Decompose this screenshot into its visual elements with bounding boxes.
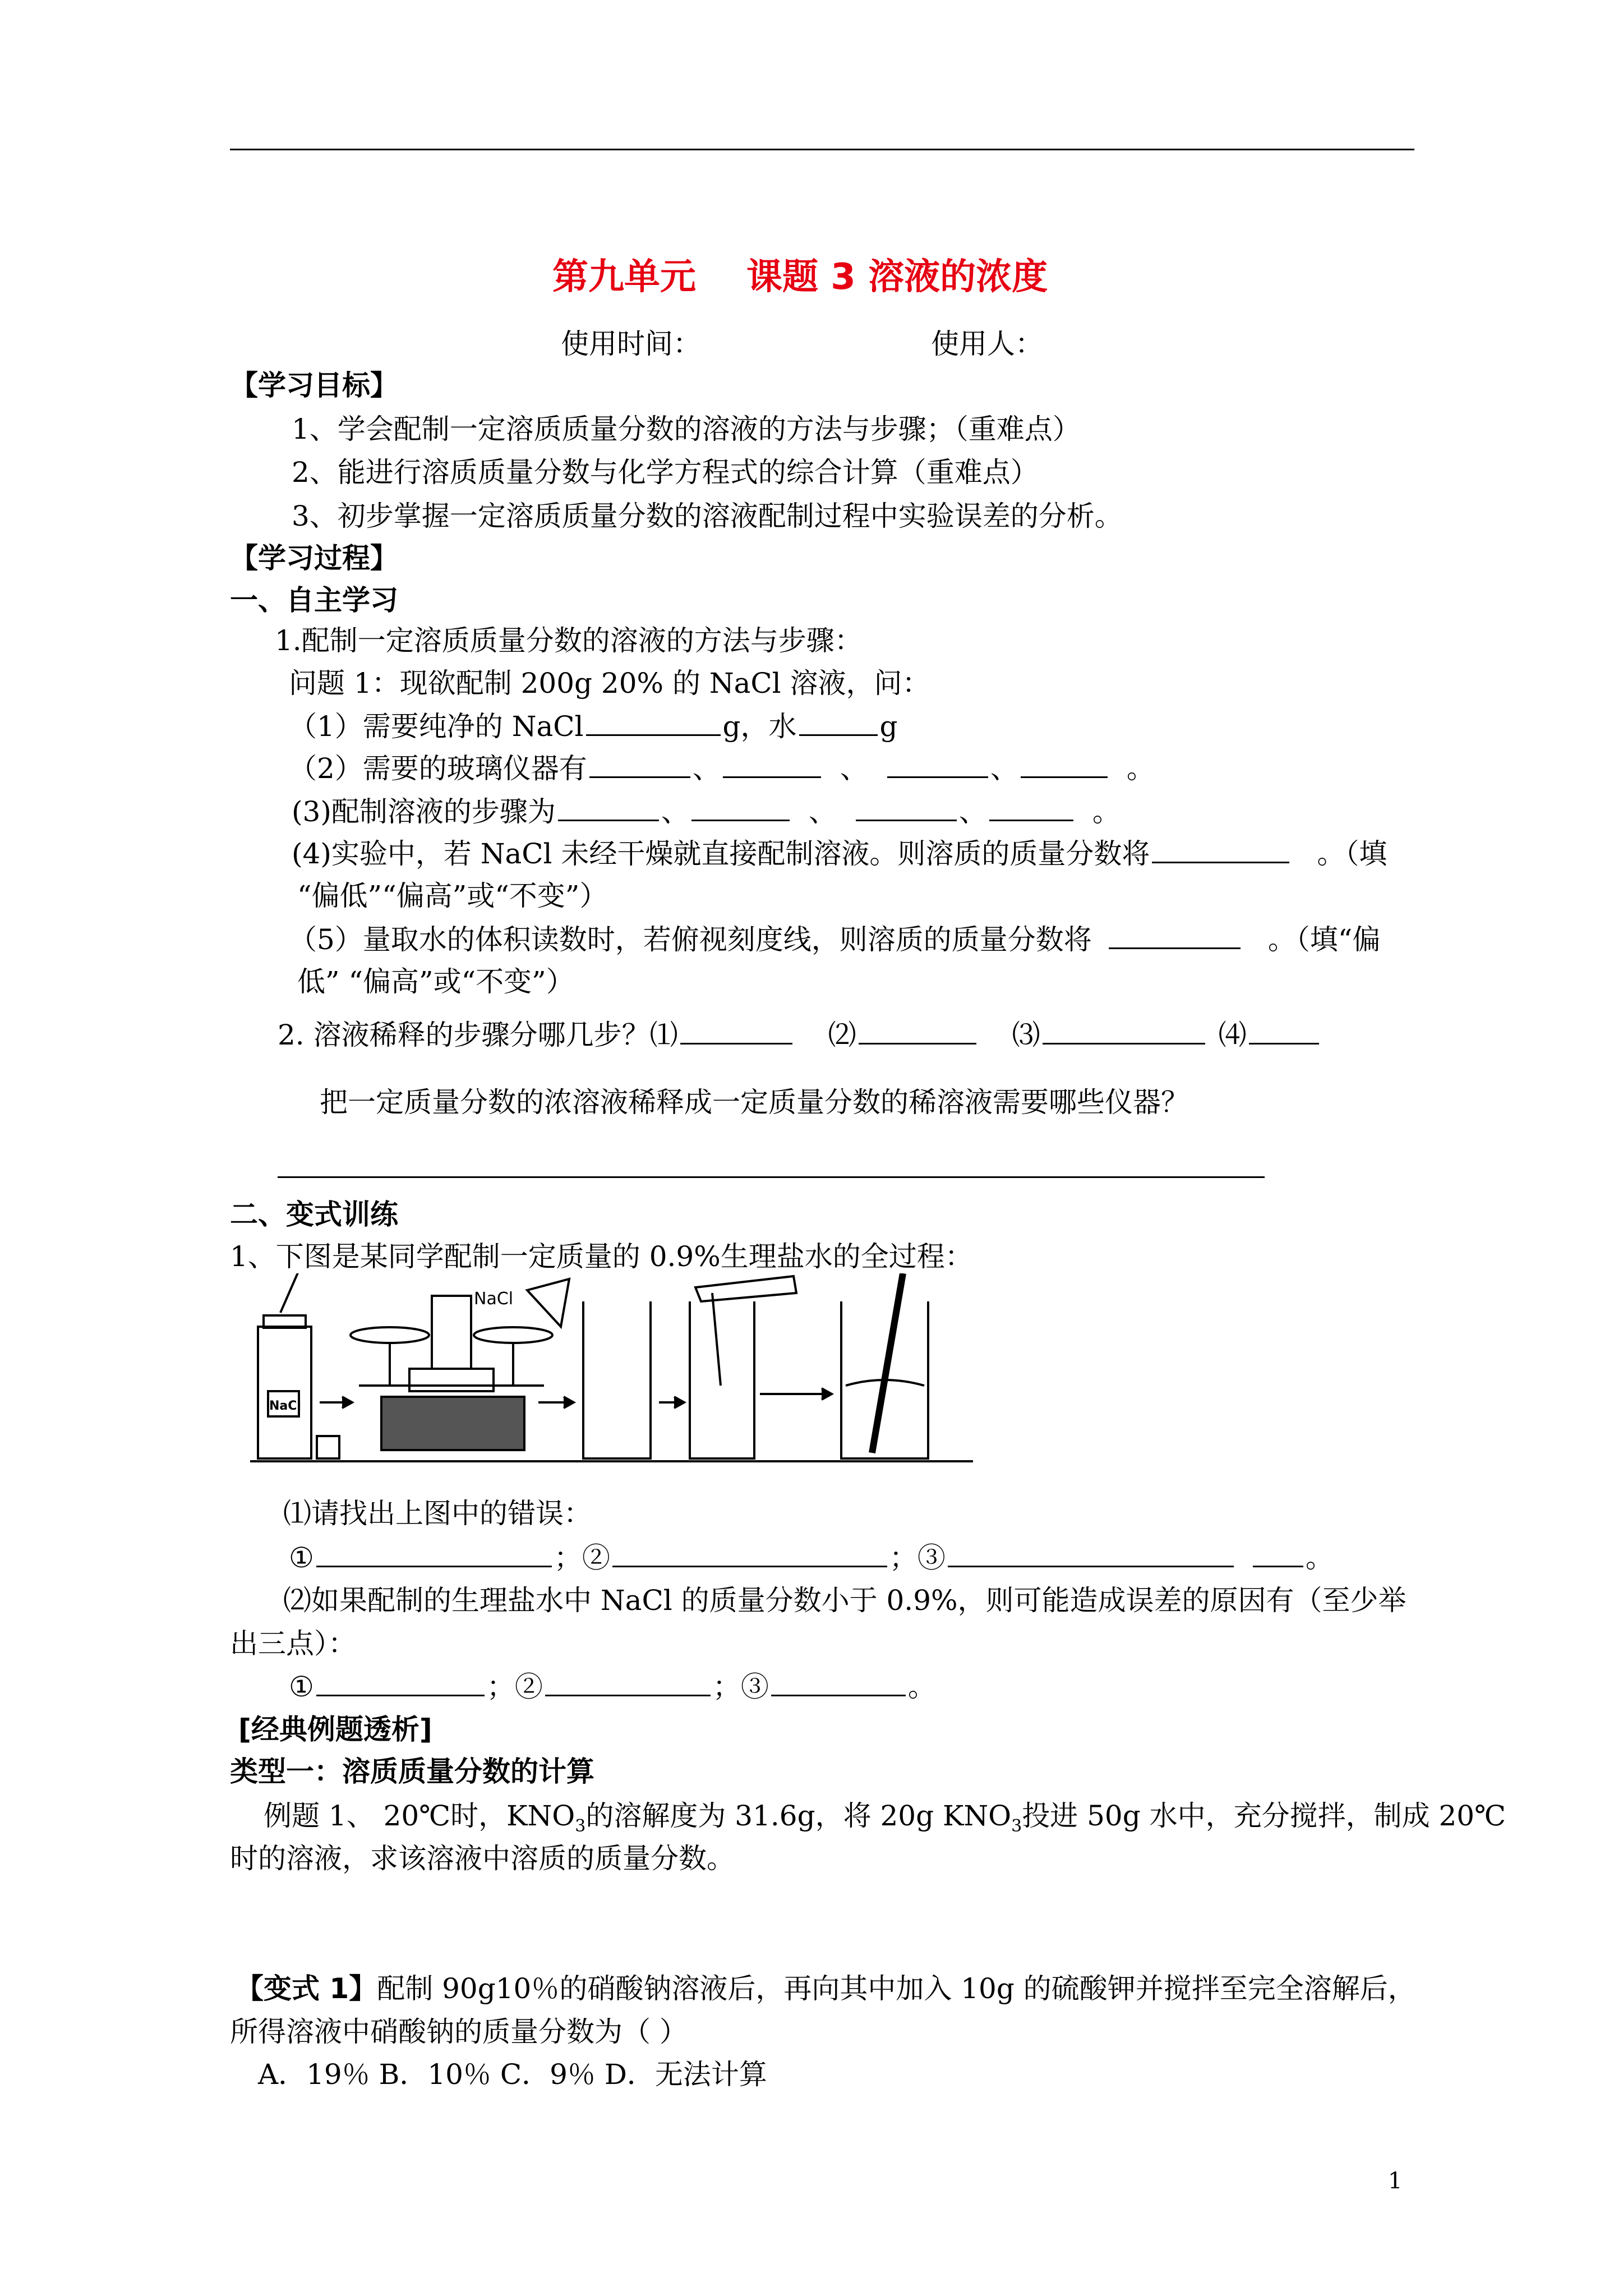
page-title bbox=[552, 256, 1048, 298]
answer-blank[interactable] bbox=[989, 820, 1073, 821]
answer-blank[interactable] bbox=[799, 734, 878, 736]
variant-training-heading: 二、变式训练 bbox=[230, 1198, 398, 1231]
examples-heading: [经典例题透析] bbox=[238, 1713, 432, 1746]
answer-blank[interactable] bbox=[723, 776, 821, 778]
header-rule bbox=[230, 149, 1414, 150]
answer-line[interactable] bbox=[278, 1176, 1265, 1178]
sub2-blanks: ① ；② ；③ 。 bbox=[289, 1671, 936, 1703]
p1-e-line1: （5）量取水的体积读数时，若俯视刻度线，则溶质的质量分数将 。（填“偏 bbox=[289, 923, 1381, 956]
answer-blank[interactable] bbox=[545, 1695, 711, 1696]
answer-blank[interactable] bbox=[316, 1566, 552, 1567]
answer-blank[interactable] bbox=[1043, 1043, 1205, 1045]
answer-blank[interactable] bbox=[856, 820, 957, 821]
balance-label: NaCl bbox=[474, 1289, 514, 1309]
sub2-line2: 出三点）： bbox=[230, 1627, 356, 1660]
p1-e-line2: 低” “偏高”或“不变”） bbox=[297, 965, 574, 998]
objective-item-3: 3、初步掌握一定溶质质量分数的溶液配制过程中实验误差的分析。 bbox=[292, 500, 1123, 532]
example1-line1: 例题 1、 20℃时，$KNO_3$的溶解度为 31.6g，将 20g $KNO_3$投进 50g 水中，充分搅拌，制成 20℃ bbox=[264, 1800, 1506, 1836]
sub2-line1: ⑵如果配制的生理盐水中 NaCl 的质量分数小于 0.9%，则可能造成误差的原因有（至少举 bbox=[283, 1584, 1407, 1617]
answer-blank[interactable] bbox=[558, 820, 659, 821]
objectives-heading: 【学习目标】 bbox=[230, 369, 398, 402]
answer-blank[interactable] bbox=[1253, 1566, 1303, 1567]
answer-blank[interactable] bbox=[691, 820, 790, 821]
variant1-line1: 【变式 1】配制 90g10％的硝酸钠溶液后，再向其中加入 10g 的硫酸钾并搅拌至完全溶解后， bbox=[236, 1972, 1416, 2005]
usage-user-label: 使用人： bbox=[931, 328, 1043, 360]
answer-blank[interactable] bbox=[1249, 1043, 1319, 1045]
title-lesson: 课题 3 溶液的浓度 bbox=[746, 256, 1048, 298]
lid-icon bbox=[317, 1436, 339, 1458]
q2-steps: 2. 溶液稀释的步骤分哪几步？⑴ ⑵ ⑶ ⑷ bbox=[278, 1021, 1321, 1049]
p1-a: （1）需要纯净的 NaCl g，水 g bbox=[289, 710, 898, 743]
balance-icon bbox=[351, 1296, 552, 1450]
answer-blank[interactable] bbox=[948, 1566, 1234, 1567]
answer-blank[interactable] bbox=[859, 1043, 976, 1045]
answer-blank[interactable] bbox=[1021, 776, 1108, 778]
answer-blank[interactable] bbox=[612, 1566, 887, 1567]
example1-line2: 时的溶液，求该溶液中溶质的质量分数。 bbox=[230, 1842, 735, 1875]
page-number: 1 bbox=[1388, 2168, 1403, 2194]
bottle-label: NaCl bbox=[269, 1399, 301, 1413]
sub1-title: ⑴请找出上图中的错误： bbox=[283, 1497, 592, 1530]
beaker-icon bbox=[583, 1301, 651, 1458]
q2-question: 把一定质量分数的浓溶液稀释成一定质量分数的稀溶液需要哪些仪器？ bbox=[320, 1086, 1189, 1119]
variant1-options: A．19％ B．10％ C．9％ D．无法计算 bbox=[258, 2058, 767, 2091]
problem1-text: 问题 1：现欲配制 200g 20% 的 NaCl 溶液，问： bbox=[289, 667, 930, 700]
answer-blank[interactable] bbox=[589, 776, 690, 778]
paper-icon bbox=[527, 1279, 569, 1327]
title-unit: 第九单元 bbox=[552, 256, 696, 298]
objective-item-1: 1、学会配制一定溶质质量分数的溶液的方法与步骤；（重难点） bbox=[292, 413, 1081, 445]
process-heading: 【学习过程】 bbox=[230, 542, 398, 574]
answer-blank[interactable] bbox=[586, 734, 721, 736]
self-study-heading: 一、自主学习 bbox=[230, 584, 398, 616]
variant1-line2: 所得溶液中硝酸钠的质量分数为（ ） bbox=[230, 2016, 688, 2048]
p1-d-line1: (4)实验中，若 NaCl 未经干燥就直接配制溶液。则溶质的质量分数将 。（填 bbox=[292, 838, 1387, 870]
answer-blank[interactable] bbox=[680, 1043, 792, 1045]
answer-blank[interactable] bbox=[1109, 947, 1241, 949]
answer-blank[interactable] bbox=[771, 1695, 906, 1696]
answer-blank[interactable] bbox=[1152, 862, 1289, 863]
p1-c: (3)配制溶液的步骤为 、 、 、 。 bbox=[292, 795, 1121, 828]
answer-blank[interactable] bbox=[316, 1695, 485, 1696]
p1-b: （2）需要的玻璃仪器有 、 、 、 。 bbox=[289, 752, 1155, 785]
type1-heading: 类型一：溶质质量分数的计算 bbox=[230, 1755, 594, 1788]
objective-item-2: 2、能进行溶质质量分数与化学方程式的综合计算（重难点） bbox=[292, 456, 1039, 489]
solution-preparation-figure bbox=[247, 1273, 976, 1470]
sub1-blanks: ① ；② ；③ 。 bbox=[289, 1542, 1334, 1574]
graduated-cylinder-icon bbox=[695, 1276, 796, 1301]
variant-q1: 1、下图是某同学配制一定质量的 0.9%生理盐水的全过程： bbox=[230, 1240, 973, 1273]
q1-title: 1.配制一定溶质质量分数的溶液的方法与步骤： bbox=[275, 624, 863, 657]
p1-d-line2: “偏低”“偏高”或“不变”） bbox=[297, 880, 608, 912]
glass-rod-icon bbox=[872, 1273, 903, 1453]
beaker-icon bbox=[690, 1301, 754, 1458]
answer-blank[interactable] bbox=[887, 776, 988, 778]
usage-time-label: 使用时间： bbox=[561, 328, 701, 360]
reagent-bottle-icon bbox=[258, 1273, 311, 1458]
